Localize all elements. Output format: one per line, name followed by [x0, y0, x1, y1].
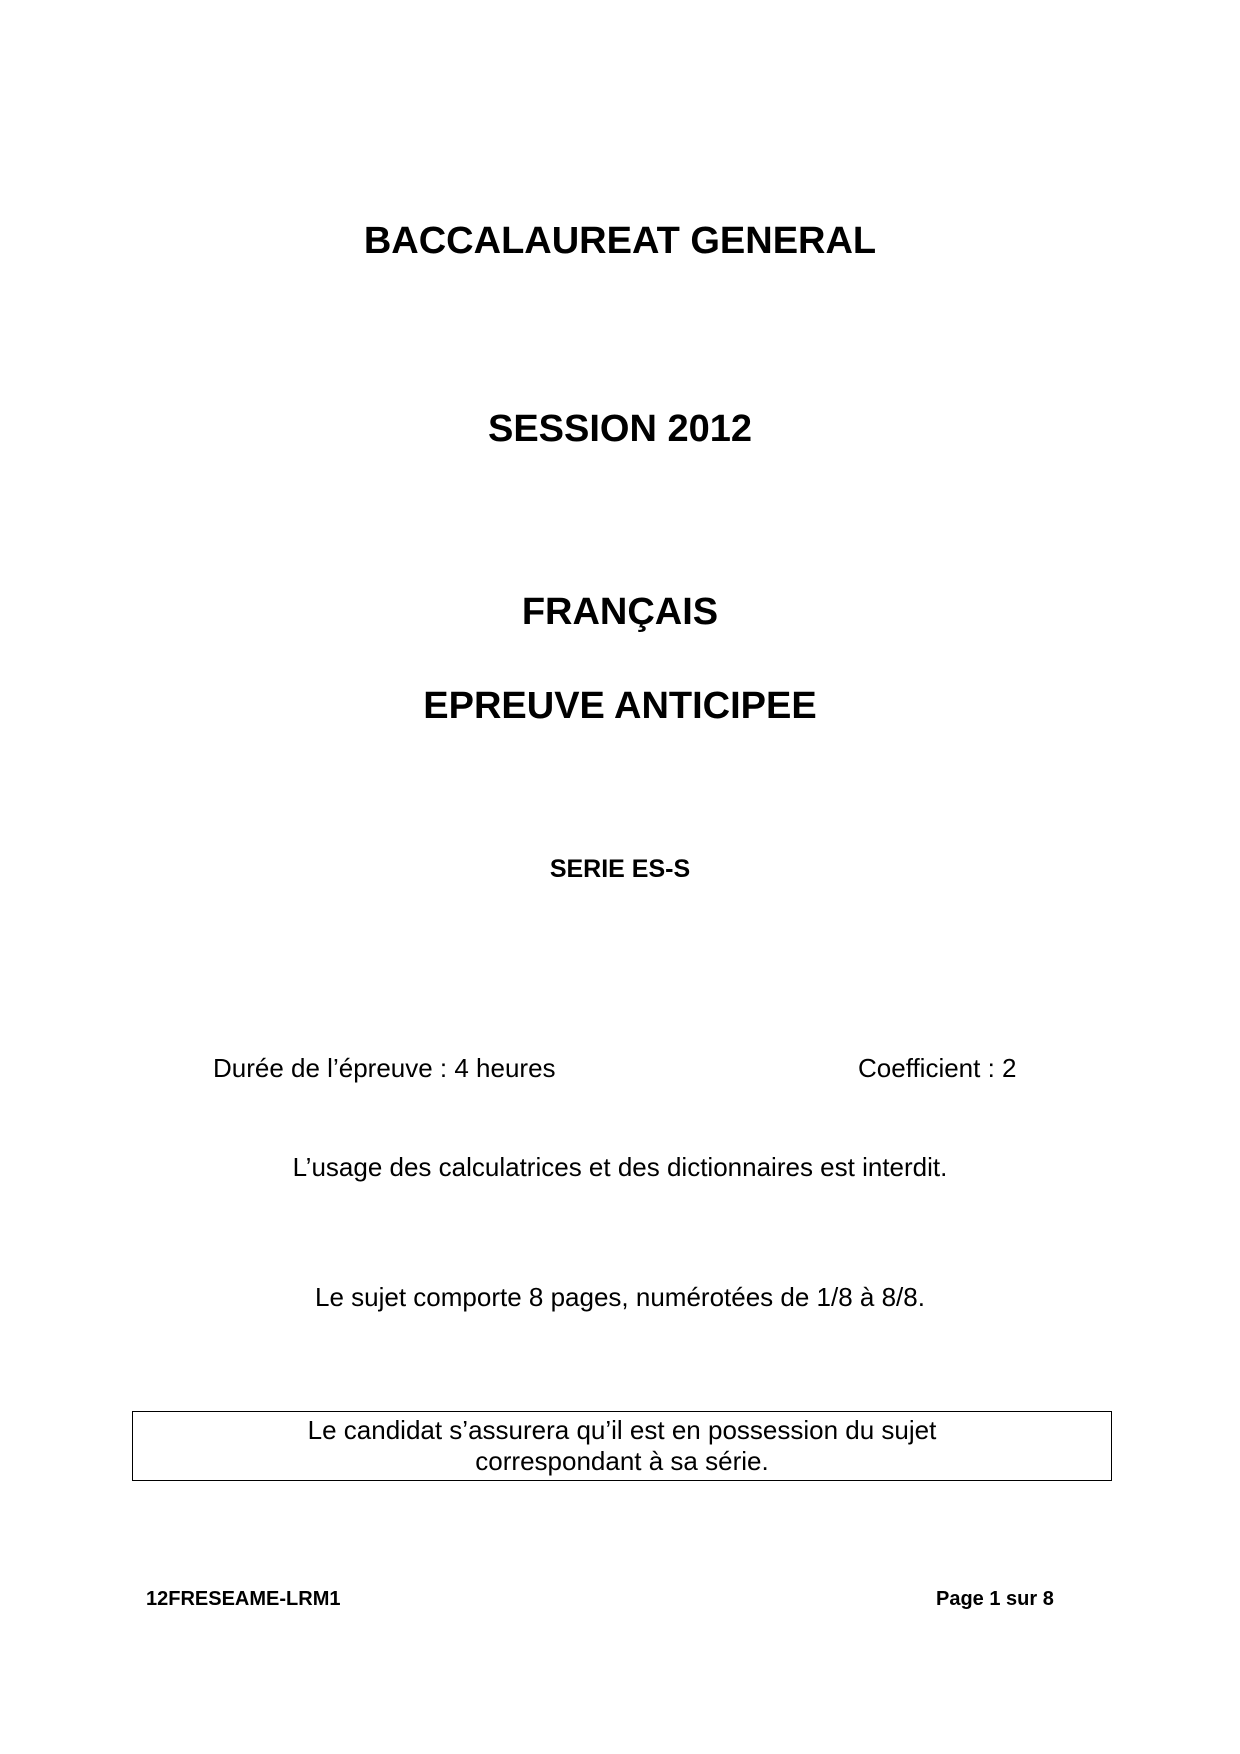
notice-line-1: Le candidat s’assurera qu’il est en possession du sujet	[307, 1415, 937, 1445]
session-heading: SESSION 2012	[487, 408, 753, 450]
usage-rules: L’usage des calculatrices et des dictionnaires est interdit.	[292, 1152, 948, 1182]
exam-type-heading: EPREUVE ANTICIPEE	[423, 685, 817, 727]
notice-line-2: correspondant à sa série.	[475, 1446, 769, 1476]
pages-info: Le sujet comporte 8 pages, numérotées de 1/8 à 8/8.	[315, 1282, 925, 1312]
exam-duration: Durée de l’épreuve : 4 heures	[213, 1053, 556, 1083]
series-heading: SERIE ES-S	[549, 855, 691, 883]
footer-subject-code: 12FRESEAME-LRM1	[146, 1588, 341, 1610]
footer-page-number: Page 1 sur 8	[936, 1588, 1054, 1610]
exam-title: BACCALAUREAT GENERAL	[363, 220, 877, 262]
candidate-notice-box	[132, 1411, 1112, 1481]
subject-heading: FRANÇAIS	[521, 591, 719, 633]
exam-coefficient: Coefficient : 2	[858, 1053, 1017, 1083]
